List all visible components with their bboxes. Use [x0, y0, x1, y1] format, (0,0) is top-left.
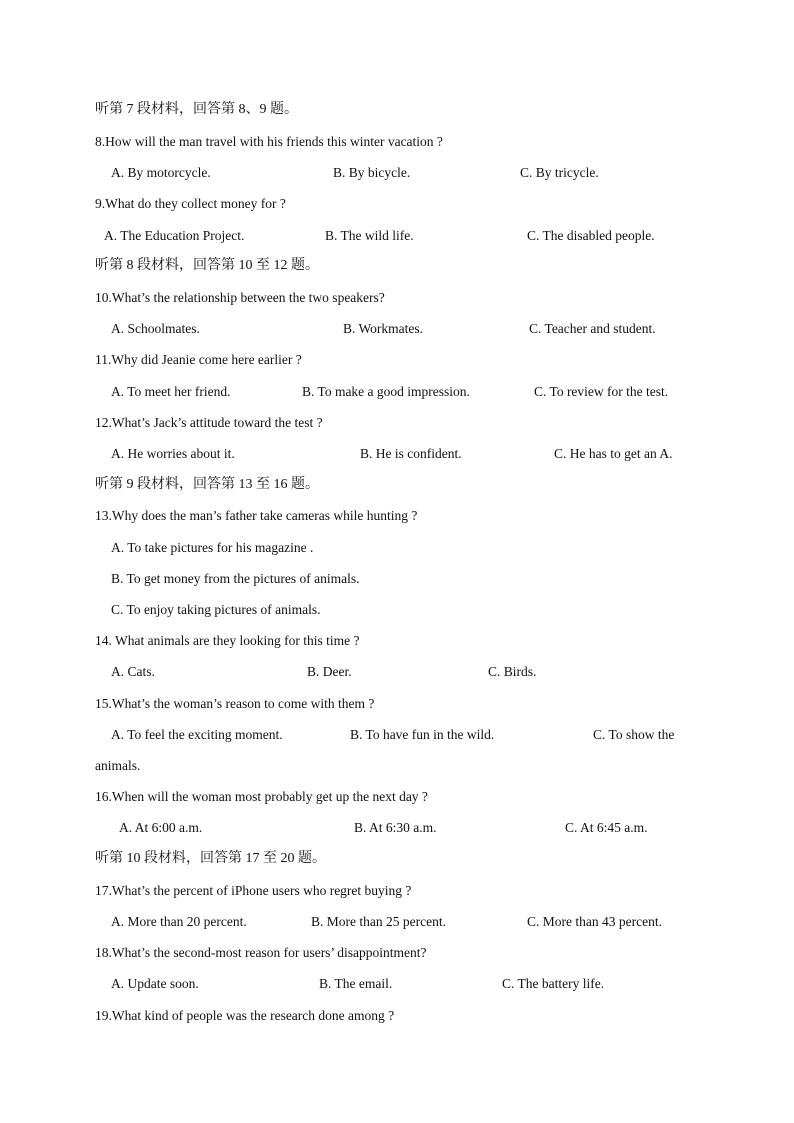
q16-option-c: C. At 6:45 a.m. — [565, 820, 648, 835]
question-17: 17.What’s the percent of iPhone users who regret buying ? — [95, 883, 412, 898]
q17-option-b: B. More than 25 percent. — [311, 914, 446, 929]
section-heading-8: 听第 8 段材料，回答第 10 至 12 题。 — [95, 258, 319, 273]
q12-option-a: A. He worries about it. — [111, 446, 235, 461]
q17-option-c: C. More than 43 percent. — [527, 914, 662, 929]
question-16: 16.When will the woman most probably get up the next day ? — [95, 789, 428, 804]
q10-option-a: A. Schoolmates. — [111, 321, 200, 336]
question-15: 15.What’s the woman’s reason to come with them ? — [95, 696, 375, 711]
q15-option-a: A. To feel the exciting moment. — [111, 727, 283, 742]
q11-option-a: A. To meet her friend. — [111, 384, 231, 399]
section-heading-7: 听第 7 段材料，回答第 8、9 题。 — [95, 102, 298, 117]
q13-option-b: B. To get money from the pictures of animals. — [111, 571, 360, 586]
q8-option-c: C. By tricycle. — [520, 165, 599, 180]
q9-option-a: A. The Education Project. — [104, 228, 245, 243]
q16-option-a: A. At 6:00 a.m. — [119, 820, 203, 835]
q13-option-a: A. To take pictures for his magazine . — [111, 540, 314, 555]
section-heading-9: 听第 9 段材料，回答第 13 至 16 题。 — [95, 477, 319, 492]
q18-option-a: A. Update soon. — [111, 976, 199, 991]
question-10: 10.What’s the relationship between the two speakers? — [95, 290, 385, 305]
question-9: 9.What do they collect money for ? — [95, 196, 286, 211]
q9-option-c: C. The disabled people. — [527, 228, 655, 243]
q11-option-b: B. To make a good impression. — [302, 384, 470, 399]
q18-option-c: C. The battery life. — [502, 976, 605, 991]
q15-option-c: C. To show the — [593, 727, 675, 742]
q18-option-b: B. The email. — [319, 976, 393, 991]
q14-option-b: B. Deer. — [307, 664, 352, 679]
q10-option-b: B. Workmates. — [343, 321, 424, 336]
q12-option-c: C. He has to get an A. — [554, 446, 673, 461]
q16-option-b: B. At 6:30 a.m. — [354, 820, 437, 835]
q13-option-c: C. To enjoy taking pictures of animals. — [111, 602, 321, 617]
section-heading-10: 听第 10 段材料，回答第 17 至 20 题。 — [95, 851, 326, 866]
q12-option-b: B. He is confident. — [360, 446, 462, 461]
q15-option-c-continuation: animals. — [95, 758, 141, 773]
question-12: 12.What’s Jack’s attitude toward the test ? — [95, 415, 323, 430]
question-13: 13.Why does the man’s father take cameras while hunting ? — [95, 508, 418, 523]
q10-option-c: C. Teacher and student. — [529, 321, 656, 336]
q15-option-b: B. To have fun in the wild. — [350, 727, 495, 742]
question-14: 14. What animals are they looking for this time ? — [95, 633, 360, 648]
q17-option-a: A. More than 20 percent. — [111, 914, 247, 929]
question-8: 8.How will the man travel with his friends this winter vacation ? — [95, 134, 443, 149]
q9-option-b: B. The wild life. — [325, 228, 414, 243]
q14-option-c: C. Birds. — [488, 664, 537, 679]
question-18: 18.What’s the second-most reason for users’ disappointment? — [95, 945, 427, 960]
question-19: 19.What kind of people was the research done among ? — [95, 1008, 395, 1023]
q8-option-b: B. By bicycle. — [333, 165, 411, 180]
q14-option-a: A. Cats. — [111, 664, 155, 679]
question-11: 11.Why did Jeanie come here earlier ? — [95, 352, 302, 367]
q11-option-c: C. To review for the test. — [534, 384, 669, 399]
q8-option-a: A. By motorcycle. — [111, 165, 211, 180]
